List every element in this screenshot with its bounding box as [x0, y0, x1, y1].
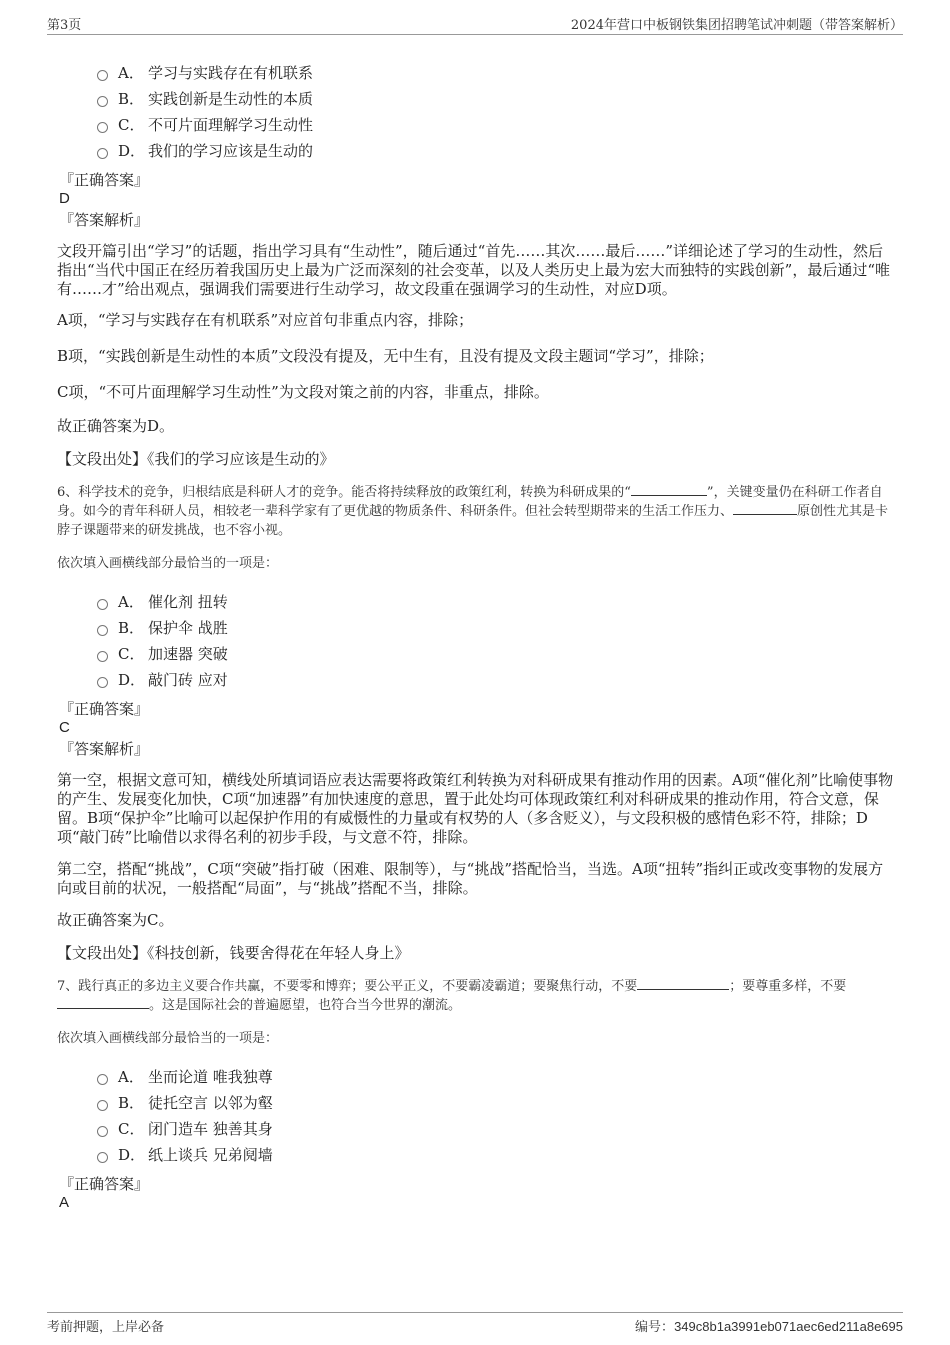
- q6-option-a[interactable]: A． 催化剂 扭转: [97, 589, 897, 615]
- blank-line: [733, 502, 797, 515]
- q6-question: 6、科学技术的竞争，归根结底是科研人才的竞争。能否将持续释放的政策红利，转换为科研成果的“ ”，关键变量仍在科研工作者自身。如今的青年科研人员，相较老一辈科学家有了更优越的物质条件、科研条件。但社会转型期带来的生活工作压力、 原创性尤其是卡脖子课题带来的研发挑战，也不容小视。: [57, 485, 889, 538]
- q6-options: [97, 589, 897, 693]
- q5-option-a[interactable]: A． 学习与实践存在有机联系: [97, 60, 897, 86]
- q6-analysis-second: 第二空，搭配“挑战”，C项“突破”指打破（困难、限制等），与“挑战”搭配恰当，当选。A项“扭转”指纠正或改变事物的发展方向或目前的状况，一般搭配“局面”，与“挑战”搭配不当，排除。: [57, 860, 884, 897]
- q5-option-d[interactable]: D． 我们的学习应该是生动的: [97, 138, 897, 164]
- radio-icon[interactable]: [97, 677, 108, 688]
- page-footer: [47, 1312, 903, 1337]
- page-number: 第3页: [47, 18, 82, 33]
- radio-icon[interactable]: [97, 625, 108, 636]
- q6-answer-label: 『正确答案』: [59, 700, 150, 718]
- q7-option-a[interactable]: A． 坐而论道 唯我独尊: [97, 1064, 897, 1090]
- q7-option-b[interactable]: B． 徒托空言 以邻为壑: [97, 1090, 897, 1116]
- q6-prompt: 依次填入画横线部分最恰当的一项是：: [57, 556, 279, 571]
- q7-options: [97, 1064, 897, 1168]
- document-code: 编号：349c8b1a3991eb071aec6ed211a8e695: [635, 1319, 903, 1335]
- blank-line: [631, 483, 707, 496]
- q6-answer: C: [59, 719, 70, 736]
- q7-prompt: 依次填入画横线部分最恰当的一项是：: [57, 1031, 279, 1046]
- radio-icon[interactable]: [97, 122, 108, 133]
- radio-icon[interactable]: [97, 599, 108, 610]
- radio-icon[interactable]: [97, 1152, 108, 1163]
- q5-analysis-label: 『答案解析』: [59, 211, 150, 229]
- q7-option-d[interactable]: D． 纸上谈兵 兄弟阋墙: [97, 1142, 897, 1168]
- radio-icon[interactable]: [97, 1100, 108, 1111]
- q7-answer: A: [59, 1194, 70, 1211]
- q6-analysis-first: 第一空，根据文意可知，横线处所填词语应表达需要将政策红利转换为对科研成果有推动作用的因素。A项“催化剂”比喻使事物的产生、发展变化加快，C项“加速器”有加快速度的意思，置于此处均可体现政策红利对科研成果的推动作用，符合文意，保留。B项“保护伞”比喻可以起保护作用的有威慑性的力量或有权势的人（多含贬义），与文段积极的感情色彩不符，排除；D项“敲门砖”比喻借以求得名利的初步手段，与文意不符，排除。: [57, 771, 894, 846]
- q5-options: [97, 60, 897, 164]
- q5-analysis-a: A项，“学习与实践存在有机联系”对应首句非重点内容，排除；: [57, 311, 474, 329]
- q5-conclusion: 故正确答案为D。: [57, 417, 175, 435]
- q5-answer: D: [59, 190, 70, 207]
- radio-icon[interactable]: [97, 96, 108, 107]
- radio-icon[interactable]: [97, 70, 108, 81]
- q6-analysis-label: 『答案解析』: [59, 740, 150, 758]
- blank-line: [637, 977, 729, 990]
- q5-source: 【文段出处】《我们的学习应该是生动的》: [57, 450, 335, 468]
- q5-analysis-c: C项，“不可片面理解学习生动性”为文段对策之前的内容，非重点，排除。: [57, 383, 549, 401]
- page-content: [57, 60, 897, 1212]
- q6-option-c[interactable]: C． 加速器 突破: [97, 641, 897, 667]
- radio-icon[interactable]: [97, 651, 108, 662]
- q6-option-b[interactable]: B． 保护伞 战胜: [97, 615, 897, 641]
- q7-question: 7、践行真正的多边主义要合作共赢，不要零和博弈；要公平正义，不要霸凌霸道；要聚焦行动，不要 ；要尊重多样，不要 。这是国际社会的普遍愿望，也符合当今世界的潮流。: [57, 979, 847, 1013]
- q5-analysis-b: B项，“实践创新是生动性的本质”文段没有提及，无中生有，且没有提及文段主题词“学习”，排除；: [57, 347, 714, 365]
- q7-option-c[interactable]: C． 闭门造车 独善其身: [97, 1116, 897, 1142]
- q5-option-c[interactable]: C． 不可片面理解学习生动性: [97, 112, 897, 138]
- blank-line: [57, 996, 149, 1009]
- document-title: 2024年营口中板钢铁集团招聘笔试冲刺题（带答案解析）: [570, 18, 903, 33]
- q6-option-d[interactable]: D． 敲门砖 应对: [97, 667, 897, 693]
- q6-source: 【文段出处】《科技创新，钱要舍得花在年轻人身上》: [57, 944, 410, 962]
- q5-answer-label: 『正确答案』: [59, 171, 150, 189]
- radio-icon[interactable]: [97, 1126, 108, 1137]
- q5-analysis-main: 文段开篇引出“学习”的话题，指出学习具有“生动性”，随后通过“首先……其次……最后……”详细论述了学习的生动性，然后指出“当代中国正在经历着我国历史上最为广泛而深刻的社会变革，以及人类历史上最为宏大而独特的实践创新”，最后通过“唯有……才”给出观点，强调我们需要进行生动学习，故文段重在强调学习的生动性，对应D项。: [57, 242, 891, 298]
- page-header: [47, 12, 903, 35]
- q7-answer-label: 『正确答案』: [59, 1175, 150, 1193]
- footer-slogan: 考前押题，上岸必备: [47, 1320, 165, 1335]
- radio-icon[interactable]: [97, 1074, 108, 1085]
- q6-conclusion: 故正确答案为C。: [57, 911, 174, 929]
- radio-icon[interactable]: [97, 148, 108, 159]
- q5-option-b[interactable]: B． 实践创新是生动性的本质: [97, 86, 897, 112]
